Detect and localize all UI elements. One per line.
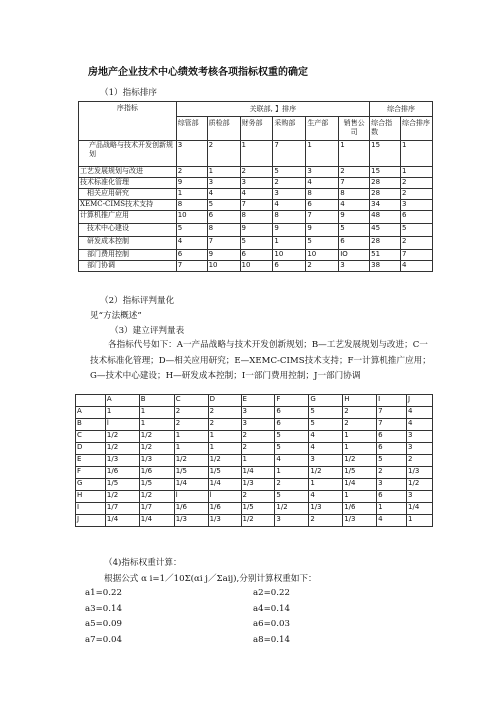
table-cell: 4 <box>306 178 339 189</box>
table-cell: 1 <box>174 431 208 443</box>
table-cell: 4 <box>377 515 407 527</box>
weight-value: a3=0.14 <box>85 603 122 614</box>
table-cell: 1 <box>139 407 174 419</box>
table-cell: 6 <box>275 407 309 419</box>
table-cell: 1/3 <box>174 515 208 527</box>
table-cell: 5 <box>207 200 240 211</box>
row-label: 部门费用控制 <box>79 250 177 261</box>
table-cell: 1 <box>306 141 339 167</box>
table-cell: 2 <box>241 431 275 443</box>
table-row <box>79 141 433 167</box>
table-cell: 8 <box>240 211 273 224</box>
table-cell: 6 <box>339 237 370 250</box>
table-cell: 1/2 <box>105 491 139 503</box>
col-header: F <box>275 395 309 407</box>
col-header: D <box>208 395 241 407</box>
table-cell: 4 <box>401 261 433 272</box>
table-cell: 1/3 <box>105 455 139 467</box>
table-cell: 1 <box>176 189 207 200</box>
table-cell: 5 <box>275 491 309 503</box>
table-cell: 2 <box>241 491 275 503</box>
table-cell: 5 <box>309 419 343 431</box>
table-cell: 2 <box>240 167 273 178</box>
header-index: 序指标 <box>79 102 177 141</box>
ranking-table <box>78 101 433 272</box>
table-cell: 1 <box>207 167 240 178</box>
table-cell: 1/5 <box>208 467 241 479</box>
table-cell: 4 <box>275 455 309 467</box>
row-label: XEMC-CIMS技术支持 <box>79 200 177 211</box>
table-cell: 1/4 <box>241 467 275 479</box>
table-cell: 1/3 <box>309 503 343 515</box>
table-cell: 1/4 <box>174 479 208 491</box>
table-cell: 8 <box>339 189 370 200</box>
table-cell: 1 <box>343 491 377 503</box>
table-row <box>79 189 433 200</box>
table-cell: 5 <box>306 237 339 250</box>
table-cell: 3 <box>401 200 433 211</box>
table-row <box>76 479 433 491</box>
col-header: 财务部 <box>240 117 273 141</box>
table-cell: 1 <box>174 443 208 455</box>
table-cell: 3 <box>241 419 275 431</box>
table-cell: 6 <box>176 250 207 261</box>
table-cell: 7 <box>240 200 273 211</box>
table-cell: 28 <box>370 178 401 189</box>
table-cell: 1 <box>240 141 273 167</box>
table-cell: 5 <box>275 443 309 455</box>
col-header: E <box>241 395 275 407</box>
table-cell: 4 <box>407 419 433 431</box>
table-row <box>76 515 433 527</box>
table-cell: 2 <box>401 178 433 189</box>
table-cell: 4 <box>339 200 370 211</box>
table-cell: 3 <box>176 141 207 167</box>
table-cell: 1/7 <box>105 503 139 515</box>
judgment-matrix-table <box>75 394 433 527</box>
table-cell: l <box>174 491 208 503</box>
table-cell: 7 <box>377 407 407 419</box>
table-cell: 1 <box>339 141 370 167</box>
table-cell: 8 <box>273 211 306 224</box>
table-row <box>79 211 433 224</box>
table-cell: 10 <box>306 250 339 261</box>
table-cell: 6 <box>377 431 407 443</box>
row-label: 技术中心建设 <box>79 224 177 237</box>
table-row <box>79 200 433 211</box>
table-cell: 1/2 <box>407 479 433 491</box>
table-cell: 1 <box>309 479 343 491</box>
table-cell: 7 <box>207 237 240 250</box>
row-label: 部门协调 <box>79 261 177 272</box>
table-row <box>76 419 433 431</box>
row-label: J <box>76 515 106 527</box>
table-cell: 2 <box>241 443 275 455</box>
table-cell: 3 <box>306 167 339 178</box>
table-cell: 1 <box>208 431 241 443</box>
row-label: 相关应用研究 <box>79 189 177 200</box>
table-cell: 1 <box>241 455 275 467</box>
table-cell: 4 <box>207 189 240 200</box>
col-header: 质检部 <box>207 117 240 141</box>
table-cell: 2 <box>306 261 339 272</box>
table-row <box>76 467 433 479</box>
table-cell: 1 <box>401 167 433 178</box>
table-cell: 5 <box>401 224 433 237</box>
table-row <box>79 178 433 189</box>
table-cell: 1 <box>273 237 306 250</box>
table-cell: 28 <box>370 237 401 250</box>
table-cell: 10 <box>240 261 273 272</box>
weight-value: a6=0.03 <box>253 619 290 629</box>
table-cell: 6 <box>377 491 407 503</box>
table-cell: 1/2 <box>208 455 241 467</box>
row-label: C <box>76 431 106 443</box>
table-cell: 48 <box>370 211 401 224</box>
corner-cell <box>76 395 106 407</box>
table-cell: 1/3 <box>407 467 433 479</box>
table-cell: 1/3 <box>343 515 377 527</box>
formula-line: 根据公式 α i=1／10Σ(αi j／Σaij),分别计算权重如下： <box>104 574 317 584</box>
table-cell: 7 <box>401 250 433 261</box>
table-row <box>76 431 433 443</box>
table-cell: 3 <box>275 515 309 527</box>
table-cell: 5 <box>176 224 207 237</box>
section-heading-ranking: （1）指标排序 <box>100 88 158 98</box>
table-cell: 1/6 <box>174 503 208 515</box>
row-label: 产品战略与技术开发创新规划 <box>79 141 177 167</box>
table-cell: 6 <box>306 200 339 211</box>
table-cell: 5 <box>275 431 309 443</box>
table-cell: 1 <box>407 515 433 527</box>
header-row <box>76 395 433 407</box>
header-departments: 关联部, 】排序 <box>176 102 369 117</box>
row-label: 工艺发展规划与改进 <box>79 167 177 178</box>
table-row <box>79 224 433 237</box>
row-label: E <box>76 455 106 467</box>
table-cell: 5 <box>339 224 370 237</box>
table-row <box>76 503 433 515</box>
table-cell: 1/6 <box>105 467 139 479</box>
table-cell: 2 <box>275 479 309 491</box>
weight-value: a7=0.04 <box>85 634 122 645</box>
table-cell: 8 <box>176 200 207 211</box>
table-cell: IO <box>339 250 370 261</box>
section-heading-weights: （4)指标权重计算： <box>104 558 182 568</box>
header-total: 综合排序 <box>370 102 433 117</box>
table-cell: 7 <box>377 419 407 431</box>
table-cell: 1/2 <box>275 503 309 515</box>
section-heading-quantify: （2）指标评判量化 <box>100 296 175 306</box>
table-cell: 2 <box>407 455 433 467</box>
table-cell: 6 <box>275 419 309 431</box>
table-cell: 7 <box>306 211 339 224</box>
table-cell: 1/6 <box>343 503 377 515</box>
table-cell: 1/2 <box>105 431 139 443</box>
table-cell: 2 <box>343 419 377 431</box>
table-cell: 1/5 <box>343 467 377 479</box>
table-cell: 9 <box>306 224 339 237</box>
table-cell: 6 <box>207 211 240 224</box>
col-header: B <box>139 395 174 407</box>
table-cell: 9 <box>240 224 273 237</box>
table-cell: 10 <box>273 250 306 261</box>
table-cell: 1/3 <box>208 515 241 527</box>
table-cell: 1/5 <box>241 503 275 515</box>
table-cell: 7 <box>176 261 207 272</box>
table-cell: 15 <box>370 167 401 178</box>
table-cell: 34 <box>370 200 401 211</box>
table-cell: 8 <box>207 224 240 237</box>
table-cell: 9 <box>176 178 207 189</box>
table-cell: 1 <box>105 407 139 419</box>
weight-value: a1=0.22 <box>85 588 122 598</box>
col-header: H <box>343 395 377 407</box>
table-cell: 38 <box>370 261 401 272</box>
row-label: A <box>76 407 106 419</box>
table-cell: 45 <box>370 224 401 237</box>
table-cell: 8 <box>306 189 339 200</box>
table-cell: 3 <box>273 189 306 200</box>
table-cell: 5 <box>377 455 407 467</box>
table-row <box>79 167 433 178</box>
table-cell: 9 <box>273 224 306 237</box>
table-cell: l <box>208 491 241 503</box>
table-cell: 1/4 <box>139 515 174 527</box>
table-cell: 1/2 <box>139 431 174 443</box>
row-label: 研发成本控制 <box>79 237 177 250</box>
table-cell: 5 <box>240 237 273 250</box>
col-header: 综合指数 <box>370 117 401 141</box>
table-cell: 1 <box>139 419 174 431</box>
table-cell: 1/2 <box>343 455 377 467</box>
col-header: J <box>407 395 433 407</box>
table-cell: 4 <box>240 189 273 200</box>
table-cell: 10 <box>176 211 207 224</box>
table-row <box>76 455 433 467</box>
table-cell: 2 <box>273 178 306 189</box>
table-cell: 2 <box>339 167 370 178</box>
col-header: A <box>105 395 139 407</box>
table-cell: 2 <box>174 407 208 419</box>
table-cell: 10 <box>207 261 240 272</box>
weight-value: a8=0.14 <box>253 634 290 645</box>
table-cell: 3 <box>407 431 433 443</box>
table-cell: 1/2 <box>139 491 174 503</box>
table-cell: 6 <box>240 250 273 261</box>
table-cell: 2 <box>208 419 241 431</box>
table-cell: 1 <box>275 467 309 479</box>
table-cell: 5 <box>273 167 306 178</box>
row-label: 技术标准化管理 <box>79 178 177 189</box>
table-cell: 9 <box>339 211 370 224</box>
col-header: C <box>174 395 208 407</box>
row-label: D <box>76 443 106 455</box>
table-cell: 6 <box>401 211 433 224</box>
table-cell: 1/4 <box>343 479 377 491</box>
table-cell: 51 <box>370 250 401 261</box>
table-row <box>76 407 433 419</box>
table-cell: 4 <box>273 200 306 211</box>
table-cell: 15 <box>370 141 401 167</box>
table-cell: 3 <box>339 261 370 272</box>
table-cell: 6 <box>377 443 407 455</box>
table-cell: l <box>105 419 139 431</box>
col-header: 生产部 <box>306 117 339 141</box>
table-cell: 1 <box>401 141 433 167</box>
weight-value: a4=0.14 <box>253 603 290 614</box>
method-reference: 见“方法概述” <box>90 311 142 321</box>
table-cell: 1/2 <box>241 515 275 527</box>
table-row <box>79 261 433 272</box>
table-cell: 3 <box>240 178 273 189</box>
table-cell: 1/2 <box>139 443 174 455</box>
table-cell: 4 <box>407 407 433 419</box>
table-cell: 2 <box>207 141 240 167</box>
table-cell: 2 <box>208 407 241 419</box>
table-cell: 4 <box>309 443 343 455</box>
table-cell: 2 <box>343 407 377 419</box>
col-header: I <box>377 395 407 407</box>
table-cell: 2 <box>176 167 207 178</box>
table-cell: 1/2 <box>309 467 343 479</box>
table-cell: 3 <box>241 407 275 419</box>
table-cell: 4 <box>176 237 207 250</box>
table-cell: 2 <box>401 189 433 200</box>
table-cell: 3 <box>407 491 433 503</box>
row-label: F <box>76 467 106 479</box>
table-row <box>79 237 433 250</box>
table-cell: 1/6 <box>208 503 241 515</box>
table-cell: 28 <box>370 189 401 200</box>
table-cell: 1/3 <box>241 479 275 491</box>
col-header: 综管部 <box>176 117 207 141</box>
col-header: G <box>309 395 343 407</box>
table-cell: 1/5 <box>174 467 208 479</box>
table-row <box>79 250 433 261</box>
table-cell: 2 <box>401 237 433 250</box>
row-label: I <box>76 503 106 515</box>
col-header: 采购部 <box>273 117 306 141</box>
table-cell: 4 <box>309 491 343 503</box>
section-heading-scale: （3）建立评判量表 <box>110 326 185 336</box>
table-row <box>76 443 433 455</box>
table-cell: 1/6 <box>139 467 174 479</box>
table-cell: 1 <box>343 443 377 455</box>
table-cell: 1/4 <box>407 503 433 515</box>
row-label: G <box>76 479 106 491</box>
weight-value: a5=0.09 <box>85 619 122 629</box>
weight-value: a2=0.22 <box>253 588 290 598</box>
table-cell: 1 <box>343 431 377 443</box>
table-cell: 2 <box>174 419 208 431</box>
table-cell: 1 <box>208 443 241 455</box>
table-cell: 1 <box>377 503 407 515</box>
table-cell: 1/4 <box>208 479 241 491</box>
table-cell: 1/5 <box>105 479 139 491</box>
table-cell: 1/5 <box>139 479 174 491</box>
table-cell: 4 <box>309 431 343 443</box>
document-title: 房地产企业技术中心绩效考核各项指标权重的确定 <box>88 67 308 78</box>
row-label: B <box>76 419 106 431</box>
table-row <box>76 491 433 503</box>
table-cell: 9 <box>207 250 240 261</box>
table-cell: 2 <box>377 467 407 479</box>
table-cell: 7 <box>273 141 306 167</box>
table-cell: 1/2 <box>105 443 139 455</box>
row-label: H <box>76 491 106 503</box>
table-cell: 2 <box>309 515 343 527</box>
col-header: 销售公司 <box>339 117 370 141</box>
table-cell: 3 <box>377 479 407 491</box>
table-cell: 3 <box>207 178 240 189</box>
table-cell: 6 <box>273 261 306 272</box>
table-cell: 3 <box>309 455 343 467</box>
table-cell: 1/4 <box>105 515 139 527</box>
table-cell: 5 <box>309 407 343 419</box>
table-cell: 7 <box>339 178 370 189</box>
table-cell: 1/7 <box>139 503 174 515</box>
table-cell: 1/3 <box>139 455 174 467</box>
col-header: 综合排序 <box>401 117 433 141</box>
indicator-codes-paragraph: 各指标代号如下：A一产品战略与技术开发创新规划；B—工艺发展规划与改进；C一技术标准化管理；D—相关应用研究；E—XEMC-CIMS技术支持；F一计算机推广应用；G—技术中心建设；H—研发成本控制；I一部门费用控制；J一部门协调 <box>90 340 431 381</box>
row-label: 计算机推广应用 <box>79 211 177 224</box>
table-cell: 3 <box>407 443 433 455</box>
table-cell: 1/2 <box>174 455 208 467</box>
